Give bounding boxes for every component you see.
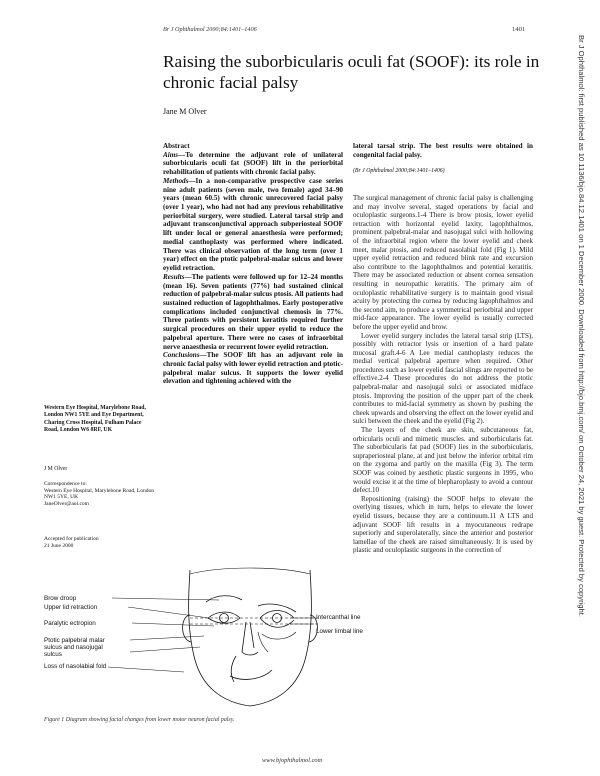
methods-text: —In a non-comparative prospective case series nine adult patients (seven male, two female) aged 34–90 years (mean 60.5) with chronic unrecovered facial palsy (over 1 year), who had not had any previous rehabilitative periorbital surgery, were studied. Lateral tarsal strip and adjuvant transconjunctival approach subperiosteal SOOF lift under local or general anaesthesia were performed; medial canthoplasty was performed where indicated. There was clinical observation of the long term (over 1 year) effect on the ptotic palpebral-malar sulcus and lower eyelid retraction. (163, 176, 343, 273)
body-text (353, 194, 533, 555)
correspondence-address: Western Eye Hospital, Marylebone Road, London NW1 5YE, UK (44, 487, 154, 501)
body-paragraph: Lower eyelid surgery includes the lateral tarsal strip (LTS), possibly with retractor lysis or insertion of a hard palate mucosal graft.4-6 A Lee medial canthoplasty reduces the medial vertical palpebral aperture when required. Other procedures such as lower eyelid fascial slings are reported to be effective.2-4 These procedures do not address the ptotic palpebral-malar and nasojugal sulci or associated midface ptosis. Improving the position of the upper part of the cheek contributes to mid-facial symmetry as shown by pushing the cheek upwards and observing the effect on the lower eyelid and sulci between the cheek and the eyelid (Fig 2). (353, 331, 533, 426)
body-paragraph: Repositioning (raising) the SOOF helps to elevate the overlying tissues, which in turn, helps to elevate the lower eyelid tissues, because they are a continuum.11 A LTS and adjuvant SOOF lift results in a myocutaneous redrape superiorly and superolaterally, since the anterior and posterior lamellae of the cheek are raised simultaneously. It is used by plastic and oculoplastic surgeons in the correction of (353, 494, 533, 555)
body-paragraph: The surgical management of chronic facial palsy is challenging and may involve several, staged operations by facial and oculoplastic surgeons.1-4 There is brow ptosis, lower eyelid retraction with horizontal eyelid laxity, lagophthalmos, prominent palpebral-malar and nasojugal sulci with hollowing of the infraorbital region where the lower eyelid and cheek meet, malar ptosis, and reduced nasolabial fold (Fig 1). Mild upper eyelid retraction and reduced blink rate and excursion also contribute to the lagophthalmos and potential keratitis. There may be associated reduction or absent cornea sensation resulting in neuropathic keratitis. The primary aim of oculoplastic rehabilitative surgery is to maintain good visual acuity by protecting the cornea by reducing lagophthalmos and the second aim, to produce a symmetrical periorbital and upper mid-face appearance. The lower eyelid is usually corrected before the upper eyelid and brow. (353, 194, 533, 331)
journal-header: Br J Ophthalmol 2000;84:1401–1406 (163, 26, 257, 33)
page-number: 1401 (512, 26, 526, 33)
affiliation: Western Eye Hospital, Marylebone Road, London NW1 5YE and Eye Department, Charing Cross Hospital, Fulham Palace Road, London W6 8RF, UK (44, 405, 146, 433)
fig-label-lower-limbal: Lower limbal line (316, 628, 363, 635)
aims-text: —To determine the adjuvant role of unilateral suborbicularis oculi fat (SOOF) lift in the periorbital rehabilitation of patients with chronic facial palsy. (163, 150, 343, 177)
body-paragraph: The layers of the cheek are skin, subcutaneous fat, orbicularis oculi and mimetic muscles. and suborbicularis fat. The suborbicularis fat pad (SOOF) lies in the suborbicularis, supraperiosteal plane, at and just below the inferior orbital rim on the zygoma and partly on the maxilla (Fig 3). The term SOOF was coined by aesthetic plastic surgeons in 1995, who would excise it at the time of blepharoplasty to avoid a contour defect.10 (353, 426, 533, 495)
abstract-methods (163, 177, 343, 273)
accepted-date: 21 June 2000 (44, 542, 74, 549)
correspondence-label: Correspondence to: (44, 481, 87, 487)
correspondence-email[interactable]: JaneOlver@aol.com (44, 501, 89, 508)
results-text: —The patients were followed up for 12–24 months (mean 16). Seven patients (77%) had sustained clinical reduction of palpebral-malar sulcus ptosis. All patients had sustained reduction of lagophthalmos. Early postoperative complications included conjunctival chemosis in 77%. Three patients with persistent keratitis required further surgical procedures on their upper eyelid to reduce the palpebral aperture. There were no cases of infraorbital nerve anaesthesia or recurrent lower eyelid retraction. (163, 272, 343, 351)
side-note-text: Br J Ophthalmol: first published as 10.1136/bjo.84.12.1401 on 1 December 2000. Downloaded from http://bjo.bmj.com/ on October 24, 2021 by guest. Protected by copyright. (577, 35, 586, 617)
figure-leader-lines (44, 560, 364, 710)
aims-label: Aims (163, 150, 179, 159)
methods-label: Methods (163, 176, 189, 185)
fig-label-ptotic-sulcus: Ptotic palpebral malar sulcus and nasojugal sulcus (44, 637, 105, 658)
citation: (Br J Ophthalmol 2000;84:1401–1406) (353, 168, 445, 174)
accepted-note (44, 536, 154, 549)
abstract-heading: Abstract (163, 142, 190, 150)
author-name: Jane M Olver (163, 107, 207, 116)
fig-label-brow-droop: Brow droop (44, 595, 77, 602)
abstract (163, 142, 343, 386)
abstract-results (163, 273, 343, 351)
fig-label-nasolabial-fold: Loss of nasolabial fold (44, 663, 107, 670)
abstract-continued: lateral tarsal strip. The best results were obtained in congenital facial palsy. (353, 142, 533, 159)
conclusions-text: —The SOOF lift has an adjuvant role in chronic facial palsy with lower eyelid retraction and ptotic-palpebral malar sulcus. It supports the lower eyelid elevation and tightening achieved with the (163, 351, 343, 386)
fig-label-paralytic-ectropion: Paralytic ectropion (44, 620, 96, 627)
fig-label-intercanthal: Intercanthal line (316, 614, 361, 621)
abstract-conclusions (163, 351, 343, 386)
side-download-note (576, 35, 586, 745)
conclusions-label: Conclusions (163, 351, 200, 360)
accepted-label: Accepted for publication (44, 536, 99, 542)
footer-url[interactable]: www.bjophthalmol.com (262, 757, 323, 764)
fig-label-upper-lid-retraction: Upper lid retraction (44, 604, 98, 611)
abstract-aims (163, 151, 343, 177)
article-title: Raising the suborbicularis oculi fat (SOOF): its role in chronic facial palsy (163, 52, 540, 92)
affiliation-author: J M Olver (44, 466, 68, 472)
results-label: Results (163, 272, 185, 281)
correspondence (44, 481, 154, 508)
figure-caption: Figure 1 Diagram showing facial changes from lower motor neuron facial palsy. (44, 717, 235, 723)
